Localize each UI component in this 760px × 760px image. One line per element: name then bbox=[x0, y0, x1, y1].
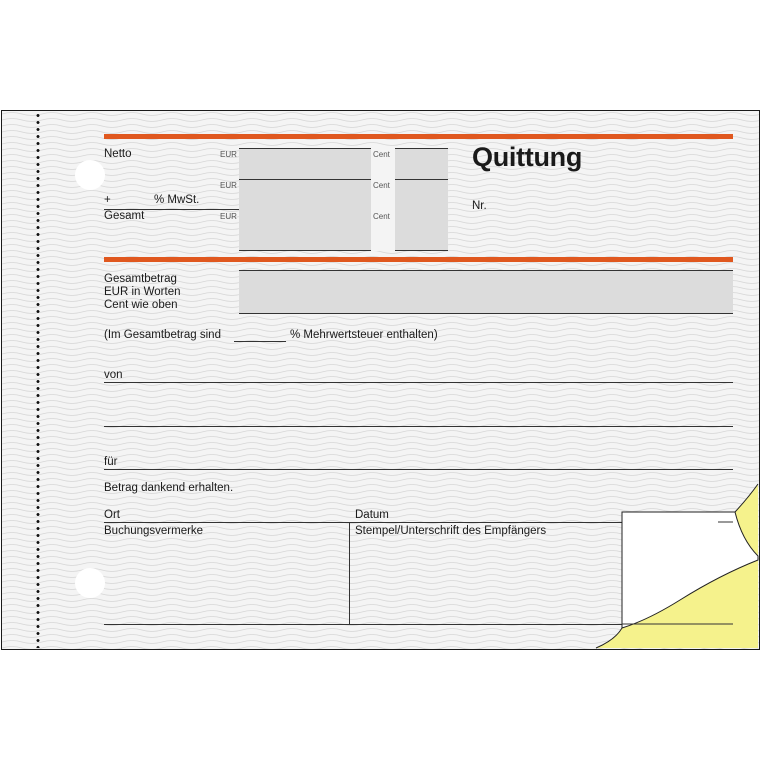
eur-label-netto: EUR bbox=[220, 150, 237, 159]
von-label: von bbox=[104, 369, 123, 381]
cent-label-gesamt: Cent bbox=[373, 212, 390, 221]
mwst-plus-sign: + bbox=[104, 194, 111, 206]
amount-words-label-1: Gesamtbetrag bbox=[104, 273, 177, 285]
received-text: Betrag dankend erhalten. bbox=[104, 482, 234, 494]
datum-label: Datum bbox=[355, 509, 389, 521]
signature-label: Stempel/Unterschrift des Empfängers bbox=[355, 525, 547, 537]
vat-note-suffix: % Mehrwertsteuer enthalten) bbox=[290, 329, 438, 341]
amount-words-label-2: EUR in Worten bbox=[104, 286, 181, 298]
number-label: Nr. bbox=[472, 200, 487, 212]
eur-label-gesamt: EUR bbox=[220, 212, 237, 221]
cent-label-netto: Cent bbox=[373, 150, 390, 159]
cent-label-mwst: Cent bbox=[373, 181, 390, 190]
vat-note-prefix: (Im Gesamtbetrag sind bbox=[104, 329, 221, 341]
ort-label: Ort bbox=[104, 509, 120, 521]
receipt-title: Quittung bbox=[472, 142, 583, 172]
eur-label-mwst: EUR bbox=[220, 181, 237, 190]
amount-words-label-3: Cent wie oben bbox=[104, 299, 178, 311]
netto-label: Netto bbox=[104, 148, 132, 160]
booking-label: Buchungsvermerke bbox=[104, 525, 204, 537]
fuer-label: für bbox=[104, 456, 118, 468]
mwst-label: % MwSt. bbox=[154, 194, 200, 206]
gesamt-label: Gesamt bbox=[104, 210, 145, 222]
